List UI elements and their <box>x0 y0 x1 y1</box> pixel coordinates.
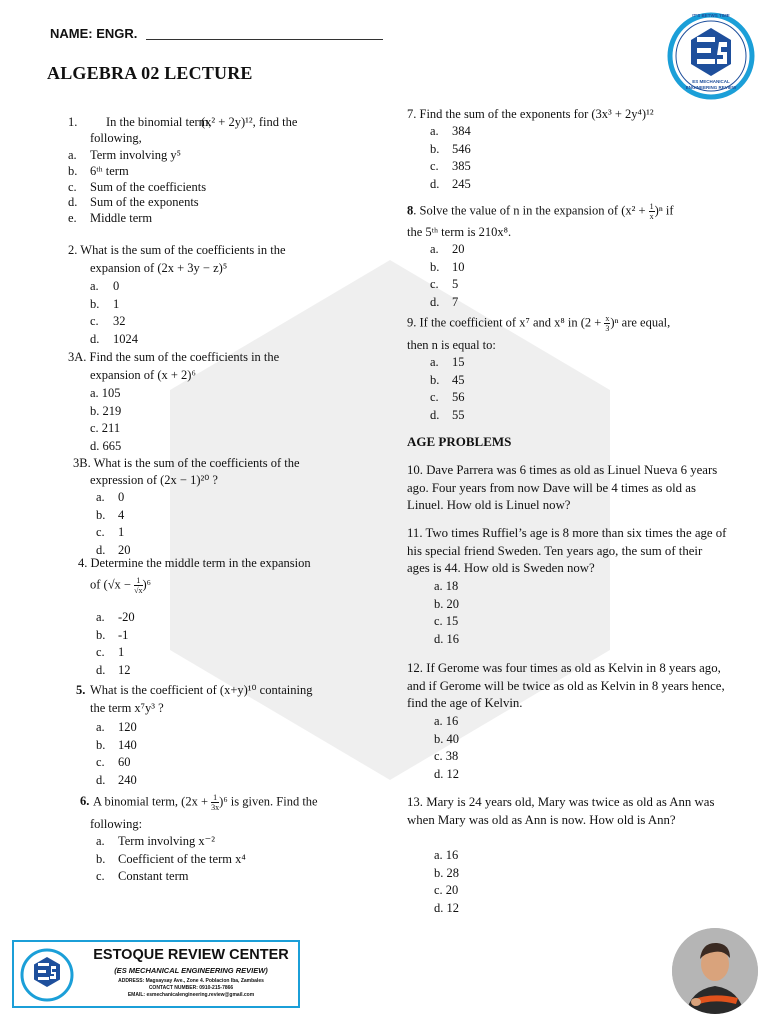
q4-fraction: $\frac{1}{√x}$ <box>134 576 143 595</box>
q4-option: c. 1 <box>96 645 125 660</box>
q1-items <box>68 147 207 226</box>
email-text: EMAIL: esmechanicalengineering.review@gmail.com <box>127 992 255 998</box>
q3a-options <box>90 385 121 455</box>
q7-option: d. 245 <box>430 176 471 191</box>
age-problems-heading: AGE PROBLEMS <box>407 434 512 449</box>
q1-continuation: following, <box>90 131 142 145</box>
review-center-banner <box>12 940 300 1008</box>
q12-option: c. 38 <box>434 749 459 764</box>
contact-number-text: CONTACT NUMBER: 0910-215-7866 <box>148 985 234 991</box>
q5-options <box>96 719 137 789</box>
q11-option: c. 15 <box>434 614 459 629</box>
q8-number: 8 <box>407 203 414 218</box>
q5-option: a. 120 <box>96 720 137 734</box>
q5-line1: What is the coefficient of (x+y)¹⁰ containing <box>90 683 313 697</box>
q9-option: d. 55 <box>430 407 465 422</box>
q2-option: c. 32 <box>90 314 126 329</box>
q11-option: b. 20 <box>434 596 459 611</box>
q9-option: b. 45 <box>430 372 465 387</box>
q6-line1: A binomial term, (2x + $\frac{1}{3x}$ )⁶ is given. Find the <box>93 793 318 812</box>
logo-arc-text: IT'S BETWS TIME <box>692 13 730 18</box>
q5-option: d. 240 <box>96 772 137 787</box>
q13-option: d. 12 <box>434 900 459 915</box>
q2-option: b. 1 <box>90 296 120 311</box>
q1-number: 1. <box>68 115 78 129</box>
q9-fraction: $\frac{x}{3}$ <box>605 314 610 333</box>
q6-line2: following: <box>90 817 143 831</box>
q8-option: c. 5 <box>430 277 459 292</box>
q8-option: b. 10 <box>430 259 465 274</box>
q2-options <box>90 278 138 348</box>
q8-options <box>430 241 465 311</box>
q11-option: a. 18 <box>434 579 459 593</box>
q3b-line1: 3B. What is the sum of the coefficients of the <box>73 456 300 470</box>
q1-item: b. 6ᵗʰ term <box>68 163 129 178</box>
q3b-options <box>96 489 131 559</box>
q1-item: e. Middle term <box>68 211 153 226</box>
q13-text: 13. Mary is 24 years old, Mary was twice as old as Ann was when Mary was old as Ann is now. How old is Ann? <box>407 795 715 827</box>
q8-fraction: $\frac{1}{x}$ <box>649 202 654 221</box>
q6-item: c. Constant term <box>96 869 189 884</box>
q6-items <box>96 833 246 886</box>
q7-option: a. 384 <box>430 124 471 138</box>
q3b-option: a. 0 <box>96 490 125 504</box>
q2-line1: 2. What is the sum of the coefficients in the <box>68 243 286 257</box>
name-underline <box>146 39 383 40</box>
q4-line1: 4. Determine the middle term in the expansion <box>78 556 311 570</box>
q9-options <box>430 354 465 424</box>
es-logo-top <box>667 12 755 100</box>
q2-option: d. 1024 <box>90 331 138 346</box>
q3b-line2: expression of (2x − 1)²⁰ ? <box>90 473 218 487</box>
q4-options <box>96 609 135 679</box>
logo-text-2: ENGINEERING REVIEW <box>685 85 737 90</box>
q12-option: a. 16 <box>434 714 459 728</box>
q3a-line2: expansion of (x + 2)⁶ <box>90 368 196 382</box>
avatar <box>672 928 758 1014</box>
q8-option: a. 20 <box>430 242 465 256</box>
q4-option: d. 12 <box>96 662 131 677</box>
q1-item: c. Sum of the coefficients <box>68 179 207 194</box>
q5-option: b. 140 <box>96 737 137 752</box>
q4-option: a. -20 <box>96 610 135 624</box>
q6-fraction: $\frac{1}{3x}$ <box>211 793 220 812</box>
q3a-line1: 3A. Find the sum of the coefficients in the <box>68 350 280 364</box>
q9-line1: 9. If the coefficient of x⁷ and x⁸ in (2 + $\frac{x}{3}$ )ⁿ are equal, <box>407 314 671 333</box>
q12-option: b. 40 <box>434 731 459 746</box>
q4-line2: of (√x − $\frac{1}{√x}$ )⁶ <box>90 576 152 595</box>
q9-line2: then n is equal to: <box>407 338 496 352</box>
q3b-option: d. 20 <box>96 542 131 557</box>
review-center-contact <box>84 978 298 999</box>
review-center-subtitle: (ES MECHANICAL ENGINEERING REVIEW) <box>114 966 268 975</box>
page-title: ALGEBRA 02 LECTURE <box>47 63 253 83</box>
q13-options <box>434 847 459 917</box>
es-logo-small-icon <box>20 948 74 1002</box>
q1-item: a. Term involving y⁵ <box>68 148 181 162</box>
q5-option: c. 60 <box>96 755 131 770</box>
q2-line2: expansion of (2x + 3y − z)⁵ <box>90 261 228 275</box>
q6-item: a. Term involving x⁻² <box>96 834 215 848</box>
q13-option: c. 20 <box>434 883 459 898</box>
q3a-option: d. 665 <box>90 438 122 453</box>
q9-option: a. 15 <box>430 355 465 369</box>
q3b-option: b. 4 <box>96 507 125 522</box>
q2-option: a. 0 <box>90 279 120 293</box>
q3a-option: b. 219 <box>90 403 122 418</box>
address-text: ADDRESS: Magsaysay Ave., Zone 4. Poblacion Iba, Zambales <box>118 978 264 984</box>
q13-option: a. 16 <box>434 848 459 862</box>
logo-text-1: ES MECHANICAL <box>692 79 730 84</box>
q1-lead: In the binomial term, <box>106 115 212 129</box>
q3b-option: c. 1 <box>96 525 125 540</box>
q8-line1: 8. Solve the value of n in the expansion of (x² + $\frac{1}{x}$ )ⁿ if <box>407 202 674 221</box>
review-center-name: ESTOQUE REVIEW CENTER <box>93 947 289 963</box>
avatar-illustration <box>672 928 758 1014</box>
q4-option: b. -1 <box>96 627 129 642</box>
q6-item: b. Coefficient of the term x⁴ <box>96 851 246 866</box>
q9-option: c. 56 <box>430 390 465 405</box>
q13-option: b. 28 <box>434 865 459 880</box>
q8-option: d. 7 <box>430 294 459 309</box>
name-label: NAME: ENGR. <box>50 26 138 41</box>
q7-line1: 7. Find the sum of the exponents for (3x³ + 2y⁴)¹² <box>407 107 654 121</box>
q12-options <box>434 713 459 783</box>
q1-expression: (x² + 2y)¹², find the <box>201 115 298 129</box>
q11-options <box>434 578 459 648</box>
q1-item: d. Sum of the exponents <box>68 195 199 210</box>
q5-line2: the term x⁷y³ ? <box>90 701 164 715</box>
q10-text: 10. Dave Parrera was 6 times as old as Linuel Nueva 6 years ago. Four years from now Dave will be 4 times as old as Linuel. How old is Linuel now? <box>407 463 718 512</box>
q3a-option: c. 211 <box>90 421 121 436</box>
q7-option: c. 385 <box>430 159 471 174</box>
q12-option: d. 12 <box>434 766 459 781</box>
q3a-option: a. 105 <box>90 386 121 400</box>
q7-options <box>430 123 471 193</box>
q11-text: 11. Two times Ruffiel’s age is 8 more than six times the age of his special friend Sweden. Ten years ago, the sum of their ages is 44. How old is Sweden now? <box>407 526 727 575</box>
q12-text: 12. If Gerome was four times as old as Kelvin in 8 years ago, and if Gerome will be twice as old as Kelvin in 8 years hence, find the age of Kelvin. <box>407 661 725 710</box>
q8-line2: the 5ᵗʰ term is 210x⁸. <box>407 225 512 239</box>
q5-number: 5. <box>76 683 86 697</box>
q11-option: d. 16 <box>434 631 459 646</box>
q7-option: b. 546 <box>430 141 471 156</box>
q6-number: 6. <box>80 794 90 808</box>
